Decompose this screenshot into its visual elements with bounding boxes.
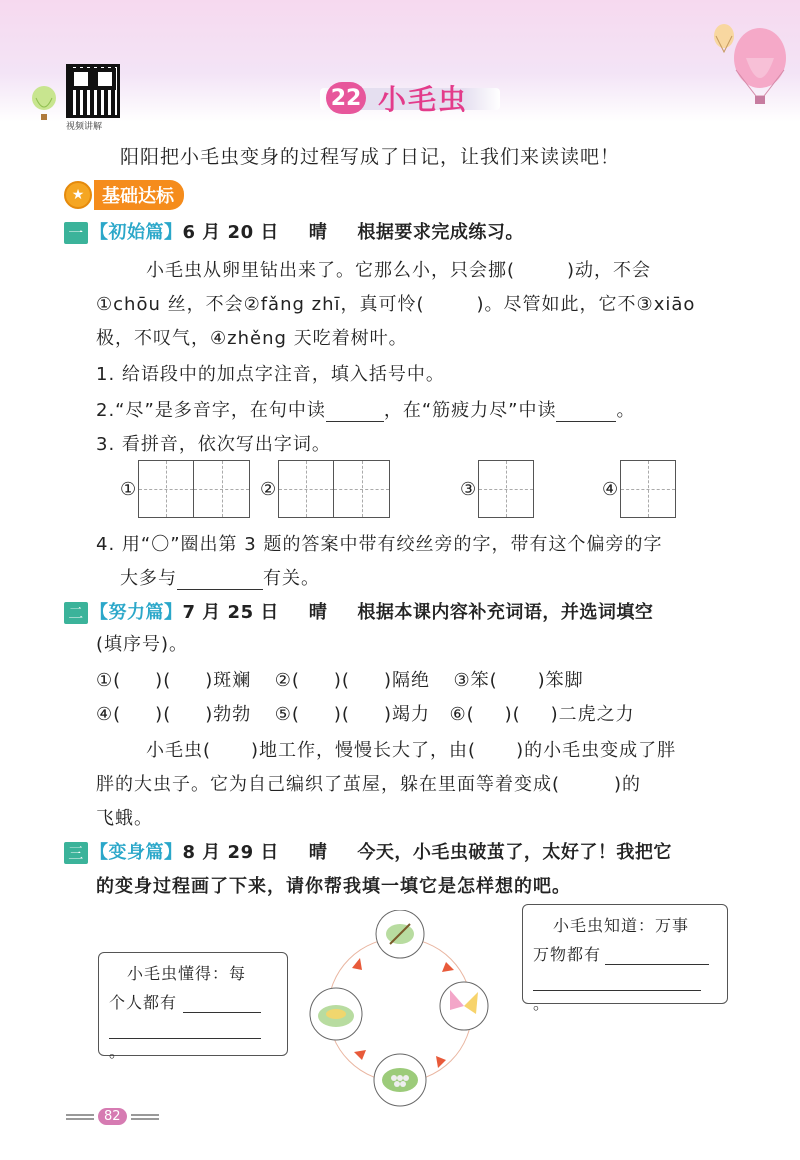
word-part: )笨脚 [537,670,584,691]
circle-num: ② [260,478,277,500]
section3-text2: 的变身过程画了下来，请你帮我填一填它是怎样想的吧。 [96,876,571,897]
word-part: ①( [96,670,122,691]
section2-date: 7 月 25 日 [182,602,279,623]
section2-task: 根据本课内容补充词语，并选词填空 [357,602,654,623]
question-2 [96,396,635,422]
writing-group-3 [460,460,534,518]
word-part: ④( [96,704,122,725]
q-text: 。 [616,400,636,421]
circle-num: ④ [602,478,619,500]
section2-para-3: 飞蛾。 [96,808,153,829]
word-part: )斑斓 [205,670,252,691]
q-text: 大多与 [120,568,177,589]
word-part: )( [333,670,350,691]
writing-box[interactable] [138,460,194,518]
para-line-2 [96,290,695,316]
page-number-label: 82 [98,1108,127,1125]
arrow-icon [354,1050,366,1060]
writing-box[interactable] [334,460,390,518]
section3-num: 三 [64,842,88,864]
answer-blank[interactable] [533,971,701,991]
answer-blank[interactable] [109,1019,261,1039]
word-part: ⑤( [274,704,300,725]
leaf-cocoon-icon [376,910,424,958]
para-line-3: 极，不叹气，④zhěng 天吃着树叶。 [96,328,408,349]
word-part: ⑥( [449,704,475,725]
para-text: )的小毛虫变成了胖 [516,740,677,761]
intro-text: 阳阳把小毛虫变身的过程写成了日记，让我们来读读吧！ [120,146,621,168]
answer-blank[interactable] [183,993,261,1013]
medal-icon: ★ [64,181,92,209]
writing-box[interactable] [620,460,676,518]
writing-grid-row [120,460,720,520]
section2-heading [64,598,653,624]
circle-num: ③ [460,478,477,500]
question-4-line2 [120,564,320,590]
section2-task2: (填序号)。 [96,634,189,655]
word-row-1 [96,666,584,692]
section2-weather: 晴 [308,602,328,623]
bubble-text: 万物都有 [533,945,602,964]
para-text: 小毛虫从卵里钻出来了。它那么小，只会挪( [146,260,516,281]
circle-num: ① [120,478,137,500]
para-text: )。尽管如此，它不③xiāo [476,294,696,315]
thought-bubble-left [98,952,288,1061]
lifecycle-diagram [300,910,500,1110]
word-row-2 [96,700,635,726]
page-number [66,1108,159,1125]
lesson-title-bar [320,78,468,118]
word-part: )隔绝 [383,670,430,691]
answer-blank[interactable] [177,570,263,590]
lesson-number: 22 [326,82,366,114]
arrow-icon [442,962,454,972]
answer-blank[interactable] [556,402,616,422]
hot-air-balloon-icon [700,18,792,108]
eggs-on-leaf-icon [374,1054,426,1106]
section1-heading [64,218,524,244]
section3-text1: 今天，小毛虫破茧了，太好了！我把它 [357,842,672,863]
writing-group-4 [602,460,676,518]
lesson-title: 小毛虫 [378,83,469,116]
question-3: 3. 看拼音，依次写出字词。 [96,434,331,455]
writing-box[interactable] [478,460,534,518]
word-part: ③笨( [453,670,498,691]
caterpillar-icon [310,988,362,1040]
word-part: )( [155,704,172,725]
word-part: ②( [274,670,300,691]
word-part: )勃勃 [205,704,252,725]
section1-weather: 晴 [308,222,328,243]
section1-date: 6 月 20 日 [182,222,279,243]
period: 。 [109,1042,127,1061]
writing-group-1 [120,460,250,518]
answer-blank[interactable] [326,402,384,422]
word-part: )( [155,670,172,691]
period: 。 [533,994,551,1013]
writing-box[interactable] [194,460,250,518]
section2-num: 二 [64,602,88,624]
qr-code-icon[interactable] [66,64,120,118]
word-part: )竭力 [383,704,430,725]
para-text: ①chōu 丝，不会②fǎng zhī，真可怜( [96,294,425,315]
page-decoration [66,1114,94,1120]
section2-para-2 [96,770,641,796]
word-part: )二虎之力 [550,704,635,725]
qr-caption: 视频讲解 [66,122,103,132]
badge-label: 基础达标 [94,180,184,210]
para-text: )地工作，慢慢长大了，由( [251,740,477,761]
arrow-icon [352,958,362,970]
thought-bubble-right [522,904,728,1013]
para-line-1 [146,256,651,282]
section1-num: 一 [64,222,88,244]
writing-group-2 [260,460,390,518]
word-part: )( [504,704,521,725]
section1-task: 根据要求完成练习。 [357,222,524,243]
bubble-text: 小毛虫懂得：每 [127,964,247,983]
section3-heading [64,838,672,864]
bubble-text: 小毛虫知道：万事 [553,916,690,935]
section1-tag: 【初始篇】 [90,222,183,243]
q-text: 2.“尽”是多音字，在句中读 [96,400,326,421]
para-text: )动，不会 [567,260,652,281]
butterfly-icon [440,982,488,1030]
para-text: )的 [614,774,642,795]
section3-date: 8 月 29 日 [182,842,279,863]
question-4: 4. 用“〇”圈出第 3 题的答案中带有绞丝旁的字，带有这个偏旁的字 [96,534,663,555]
section2-para-1 [146,736,676,762]
question-1: 1. 给语段中的加点字注音，填入括号中。 [96,364,445,385]
answer-blank[interactable] [605,945,709,965]
q-text: 有关。 [263,568,320,589]
badge-row [64,180,184,210]
balloon-icon [30,86,58,124]
para-text: 胖的大虫子。它为自己编织了茧屋，躲在里面等着变成( [96,774,561,795]
q-text: ，在“筋疲力尽”中读 [383,400,557,421]
bubble-text: 个人都有 [109,993,178,1012]
page-decoration [131,1114,159,1120]
word-part: )( [333,704,350,725]
section2-tag: 【努力篇】 [90,602,183,623]
section3-tag: 【变身篇】 [90,842,183,863]
section3-weather: 晴 [308,842,328,863]
writing-box[interactable] [278,460,334,518]
para-text: 小毛虫( [146,740,212,761]
